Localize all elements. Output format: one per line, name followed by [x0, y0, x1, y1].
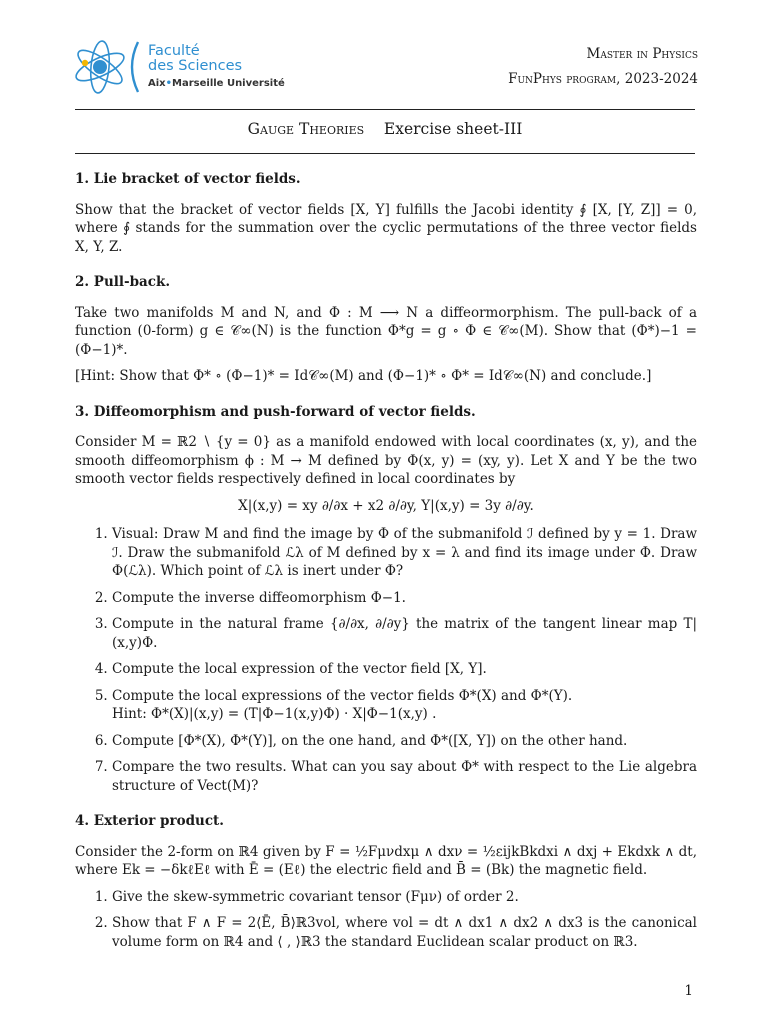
exercise-content [75, 170, 697, 968]
program-year-text: FunPhys program, 2023-2024 [508, 71, 698, 87]
section-title: 3. Diffeomorphism and push-forward of vector fields. [75, 403, 476, 420]
logo-dot: • [165, 78, 173, 89]
logo-text [148, 44, 242, 74]
program-name: Master in Physics [586, 46, 698, 62]
page-title [75, 120, 695, 138]
logo-uni-b: Marseille Université [172, 78, 285, 89]
question-list [75, 525, 697, 795]
bottom-rule [75, 153, 695, 154]
display-equation: X|(x,y) = xy ∂/∂x + x2 ∂/∂y, Y|(x,y) = 3y ∂/∂y. [238, 497, 534, 514]
logo-line-2: des Sciences [148, 58, 243, 74]
logo-line-1: Faculté [148, 43, 200, 59]
course-title: Gauge Theories [247, 120, 365, 138]
sheet-title: Exercise sheet-III [383, 120, 523, 138]
header-info [508, 42, 698, 92]
section-3 [75, 403, 697, 796]
list-item: 6. Compute [Φ*(X), Φ*(Y)], on the one hand, and Φ*([X, Y]) on the other hand. [112, 732, 697, 751]
item-hint: Hint: Φ*(X)|(x,y) = (T|Φ−1(x,y)Φ) · X|Φ−1(x,y) . [112, 706, 437, 722]
section-text: Consider M = ℝ2 ∖ {y = 0} as a manifold endowed with local coordinates (x, y), and the smooth diffeomorphism ϕ : M → M defined by Φ(x, y) = (xy, y). Let X and Y be the two smooth vector fields respectively defined in local coordinates by [75, 434, 697, 487]
section-text: Take two manifolds M and N, and Φ : M ⟶ N a diffeormorphism. The pull-back of a function (0-form) g ∈ 𝒞∞(N) is the function Φ*g = g ∘ Φ ∈ 𝒞∞(M). Show that (Φ*)−1 = (Φ−1)*. [75, 304, 697, 358]
list-item: 2. Show that F ∧ F = 2⟨Ē, B̄⟩ℝ3vol, where vol = dt ∧ dx1 ∧ dx2 ∧ dx3 is the canonical volume form on ℝ4 and ⟨ , ⟩ℝ3 the standard Euclidean scalar product on ℝ3. [112, 914, 697, 951]
list-item: 4. Compute the local expression of the vector field [X, Y]. [112, 660, 697, 679]
list-item: 1. Give the skew-symmetric covariant tensor (Fμν) of order 2. [112, 888, 697, 907]
logo-university [148, 78, 285, 89]
page-number: 1 [684, 983, 693, 999]
list-item: 2. Compute the inverse diffeomorphism Φ−1. [112, 589, 697, 608]
section-title: 1. Lie bracket of vector fields. [75, 171, 301, 187]
top-rule [75, 109, 695, 110]
faculty-logo [72, 38, 285, 96]
program-year [508, 67, 698, 92]
list-item: 3. Compute in the natural frame {∂/∂x, ∂/∂y} the matrix of the tangent linear map T|(x,y)Φ. [112, 615, 697, 652]
logo-uni-a: Aix [148, 78, 166, 89]
list-item [112, 687, 697, 724]
section-1 [75, 170, 697, 256]
list-item: 7. Compare the two results. What can you say about Φ* with respect to the Lie algebra structure of Vect(M)? [112, 758, 697, 795]
section-text: Consider the 2-form on ℝ4 given by F = ½Fμνdxμ ∧ dxν = ½εijkBkdxi ∧ dxj + Ekdxk ∧ dt, where Ek = −δkℓEℓ with Ē = (Eℓ) the electric field and B̄ = (Bk) the magnetic field. [75, 843, 697, 878]
section-4 [75, 812, 697, 951]
list-item-text: Compute the local expressions of the vector fields Φ*(X) and Φ*(Y). [112, 687, 573, 704]
atom-logo-icon [72, 38, 144, 96]
list-item: 1. Visual: Draw M and find the image by Φ of the submanifold ℐ defined by y = 1. Draw ℐ. Draw the submanifold ℒλ of M defined by x = λ and find its image under Φ. Draw Φ(ℒλ). Which point of ℒλ is inert under Φ? [112, 525, 697, 581]
question-list [75, 888, 697, 952]
section-text: Show that the bracket of vector fields [X, Y] fulfills the Jacobi identity ∮ [X, [Y, Z]] = 0, where ∮ stands for the summation over the cyclic permutations of the three vector fields X, Y, Z. [75, 201, 697, 255]
section-2 [75, 273, 697, 386]
section-title: 4. Exterior product. [75, 813, 224, 829]
section-title: 2. Pull-back. [75, 274, 171, 290]
section-hint: [Hint: Show that Φ* ∘ (Φ−1)* = Id𝒞∞(M) and (Φ−1)* ∘ Φ* = Id𝒞∞(N) and conclude.] [75, 368, 652, 384]
